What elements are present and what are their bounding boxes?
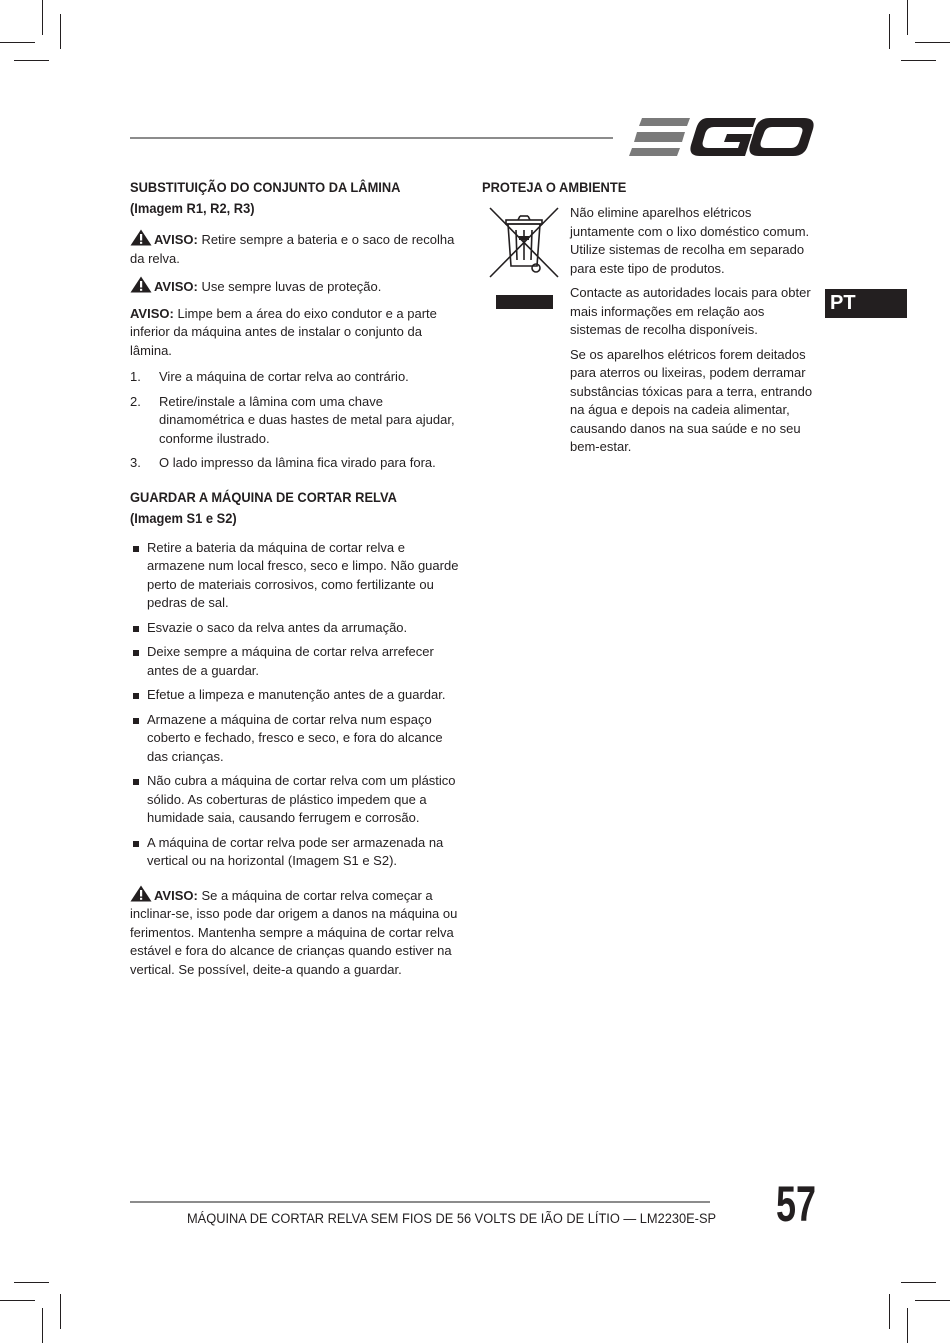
- warning-battery: [130, 229, 465, 268]
- warning-label: AVISO:: [130, 305, 174, 321]
- warning-clean: [130, 305, 465, 361]
- header-rule: [130, 137, 613, 139]
- warning-triangle-icon: [130, 276, 152, 293]
- warning-triangle-icon: [130, 229, 152, 246]
- crop-mark: [60, 14, 61, 49]
- right-column: [482, 177, 814, 463]
- crop-mark: [907, 1308, 908, 1343]
- storage-heading: [130, 487, 465, 529]
- bin-underline-bar: [496, 295, 553, 309]
- crop-mark: [889, 14, 890, 49]
- section-title: SUBSTITUIÇÃO DO CONJUNTO DA LÂMINA: [130, 179, 401, 195]
- crop-mark: [14, 60, 49, 61]
- paragraph: Se os aparelhos elétricos forem deitados para aterros ou lixeiras, podem derramar substâncias tóxicas para a terra, entrando na água e depois na cadeia alimentar, causando danos na sua saúde e no seu bem-estar.: [570, 346, 813, 454]
- step-text: Retire/instale a lâmina com uma chave dinamométrica e duas hastes de metal para ajudar, conforme ilustrado.: [159, 393, 455, 446]
- paragraph: Contacte as autoridades locais para obter mais informações em relação aos sistemas de recolha disponíveis.: [570, 285, 811, 337]
- crop-mark: [915, 1300, 950, 1301]
- crop-mark: [901, 1282, 936, 1283]
- blade-replacement-heading: [130, 177, 465, 219]
- crop-mark: [901, 60, 936, 61]
- warning-label: AVISO:: [154, 887, 198, 903]
- warning-text: Se a máquina de cortar relva começar a inclinar-se, isso pode dar origem a danos na máquina ou ferimentos. Mantenha sempre a máquina de cortar relva estável e fora do alcance de crianças quando estiver na vertical. Se possível, deite-a quando a guardar.: [130, 887, 458, 977]
- crop-mark: [60, 1294, 61, 1329]
- list-item: [130, 393, 465, 449]
- crop-mark: [42, 0, 43, 35]
- step-number: 1.: [130, 369, 141, 384]
- warning-triangle-icon: [130, 885, 152, 902]
- language-tab: PT: [825, 289, 907, 318]
- list-item: [130, 368, 465, 387]
- environment-section: [482, 204, 814, 457]
- environment-text: [570, 204, 814, 457]
- section-title: GUARDAR A MÁQUINA DE CORTAR RELVA: [130, 488, 397, 505]
- warning-tipping: [130, 885, 465, 980]
- list-item: Não cubra a máquina de cortar relva com um plástico sólido. As coberturas de plástico impedem que a humidade saia, causando ferrugem e corrosão.: [130, 772, 465, 828]
- list-item: [130, 454, 465, 473]
- crop-mark: [889, 1294, 890, 1329]
- warning-label: AVISO:: [154, 279, 198, 294]
- blade-steps-list: [130, 368, 465, 473]
- warning-text: Limpe bem a área do eixo condutor e a parte inferior da máquina antes de instalar o conjunto da lâmina.: [130, 305, 437, 358]
- list-item: A máquina de cortar relva pode ser armazenada na vertical ou na horizontal (Imagem S1 e S2).: [130, 834, 465, 871]
- list-item: Efetue a limpeza e manutenção antes de a guardar.: [130, 686, 465, 705]
- step-text: O lado impresso da lâmina fica virado para fora.: [159, 455, 436, 470]
- warning-label: AVISO:: [154, 232, 198, 247]
- storage-bullet-list: [130, 539, 465, 871]
- crop-mark: [42, 1308, 43, 1343]
- crop-mark: [915, 42, 950, 43]
- warning-text: Use sempre luvas de proteção.: [197, 279, 382, 294]
- list-item: Armazene a máquina de cortar relva num espaço coberto e fechado, fresco e seco, e fora do alcance das crianças.: [130, 711, 465, 767]
- list-item: Deixe sempre a máquina de cortar relva arrefecer antes de a guardar.: [130, 643, 465, 680]
- step-number: 3.: [130, 455, 141, 470]
- footer-rule: [130, 1201, 710, 1203]
- ego-logo: [628, 116, 814, 158]
- crop-mark: [0, 1300, 35, 1301]
- page-number: 57: [776, 1176, 817, 1232]
- crop-mark: [0, 42, 35, 43]
- warning-text: Retire sempre a bateria e o saco de recolha da relva.: [130, 232, 455, 266]
- step-number: 2.: [130, 393, 141, 409]
- section-subtitle: (Imagem S1 e S2): [130, 509, 237, 526]
- section-title: PROTEJA O AMBIENTE: [482, 179, 627, 195]
- step-text: Vire a máquina de cortar relva ao contrário.: [159, 369, 409, 384]
- crop-mark: [907, 0, 908, 35]
- paragraph: Não elimine aparelhos elétricos juntamente com o lixo doméstico comum. Utilize sistemas de recolha em separado para este tipo de produtos.: [570, 205, 810, 276]
- list-item: Esvazie o saco da relva antes da arrumação.: [130, 619, 465, 638]
- crop-mark: [14, 1282, 49, 1283]
- left-column: [130, 177, 465, 987]
- list-item: Retire a bateria da máquina de cortar relva e armazene num local fresco, seco e limpo. Não guarde perto de materiais corrosivos, como fertilizante ou pedras de sal.: [130, 539, 465, 613]
- warning-gloves: [130, 276, 465, 297]
- crossed-out-bin-icon: [488, 206, 560, 279]
- section-subtitle: (Imagem R1, R2, R3): [130, 200, 255, 216]
- footer-product-title: MÁQUINA DE CORTAR RELVA SEM FIOS DE 56 VOLTS DE IÃO DE LÍTIO — LM2230E-SP: [187, 1211, 717, 1226]
